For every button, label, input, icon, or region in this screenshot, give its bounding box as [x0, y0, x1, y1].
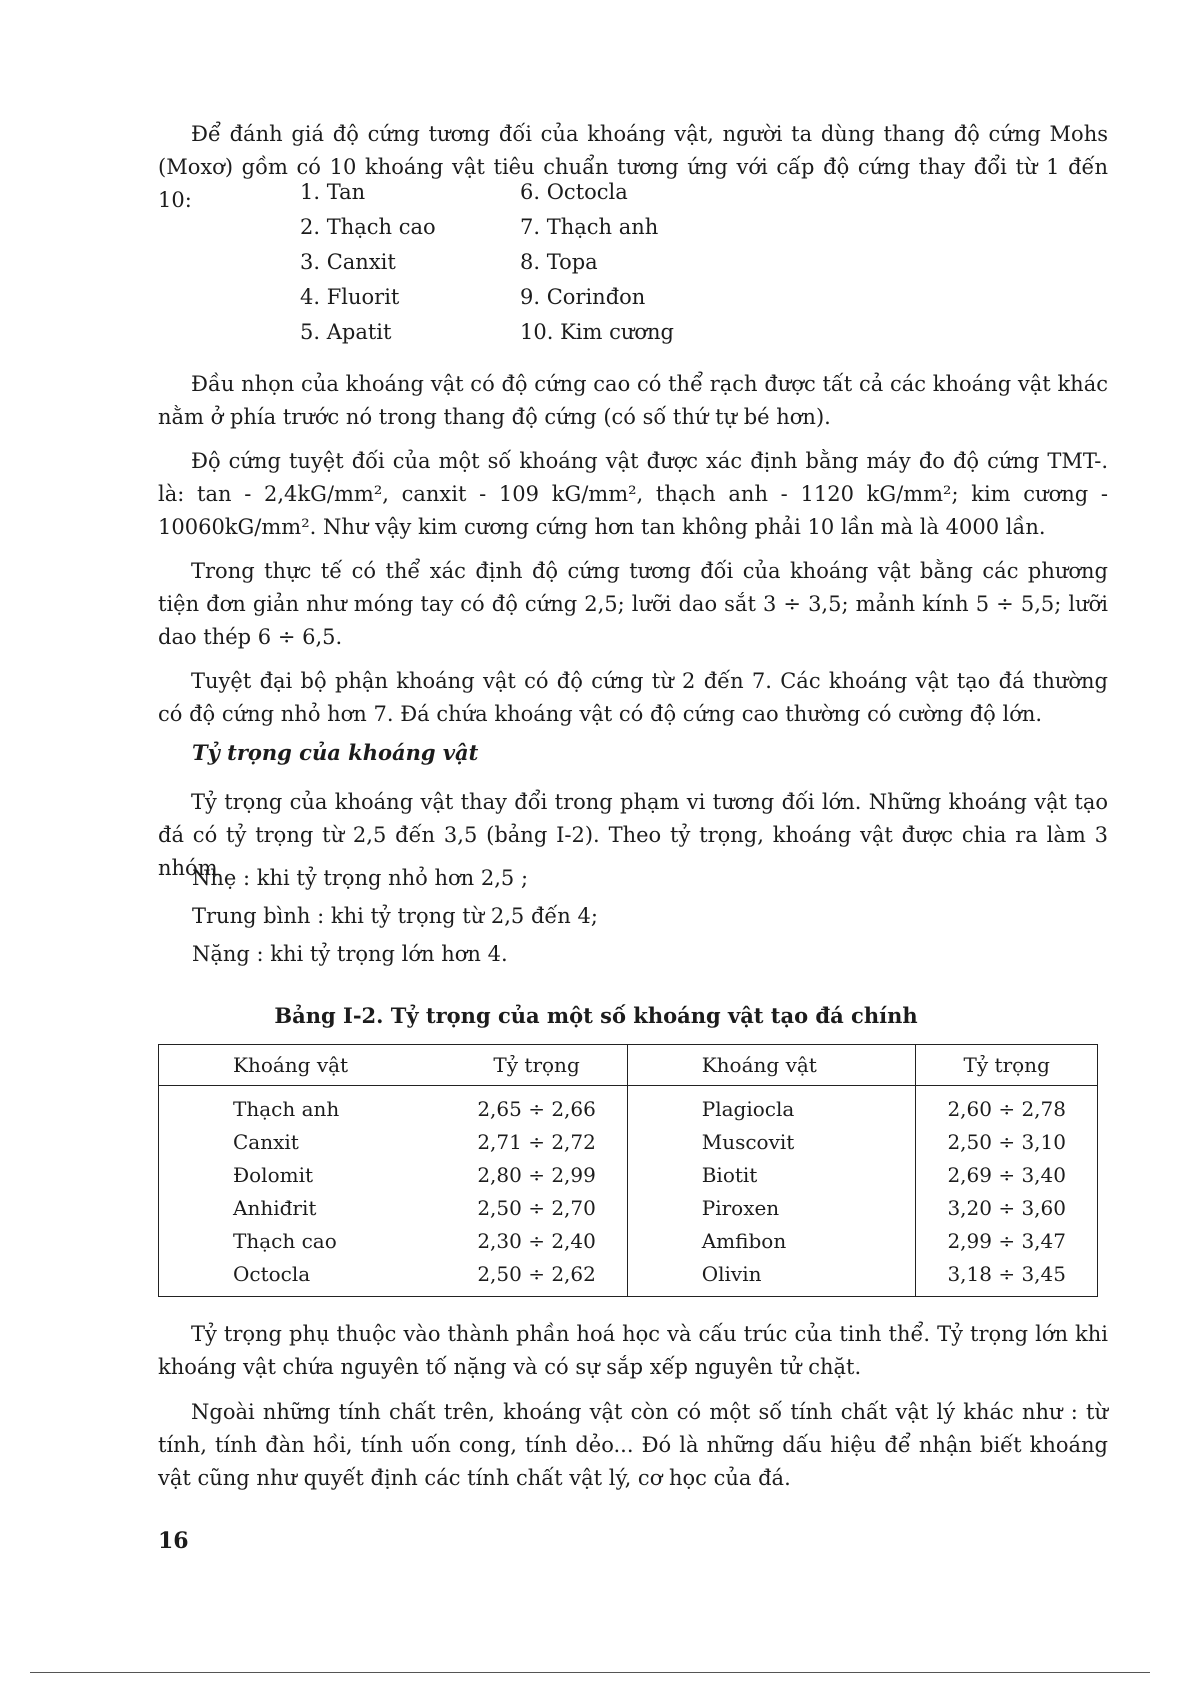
table-cell: 3,20 ÷ 3,60 — [947, 1195, 1066, 1220]
table-row — [159, 1086, 1098, 1126]
paragraph-density-range: Tỷ trọng của khoáng vật thay đổi trong phạm vi tương đối lớn. Những khoáng vật tạo đá có tỷ trọng từ 2,5 đến 3,5 (bảng I-2). Theo tỷ trọng, khoáng vật được chia ra làm 3 nhóm — [158, 790, 1108, 880]
paragraph-absolute-hardness: Độ cứng tuyệt đối của một số khoáng vật được xác định bằng máy đo độ cứng TMT-. là: tan - 2,4kG/mm², canxit - 109 kG/mm², thạch anh - 1120 kG/mm²; kim cương - 10060kG/mm². Như vậy kim cương cứng hơn tan không phải 10 lần mà là 4000 lần. — [158, 449, 1108, 539]
class-medium: Trung bình : khi tỷ trọng từ 2,5 đến 4; — [192, 904, 598, 928]
column-header: Khoáng vật — [159, 1045, 447, 1086]
section-heading: Tỷ trọng của khoáng vật — [192, 740, 479, 765]
table-cell: Piroxen — [627, 1191, 916, 1224]
scale-item: 5. Apatit — [300, 320, 392, 344]
density-table — [158, 1044, 1098, 1297]
table-cell: Olivin — [627, 1257, 916, 1297]
table-cell: Octocla — [233, 1261, 311, 1286]
mohs-scale-list — [300, 180, 740, 355]
table-cell: 2,50 ÷ 3,10 — [947, 1129, 1066, 1154]
table-cell: Canxit — [233, 1129, 299, 1154]
column-header: Tỷ trọng — [446, 1045, 627, 1086]
table-cell: 3,18 ÷ 3,45 — [947, 1261, 1066, 1286]
table-cell: 2,50 ÷ 2,70 — [446, 1191, 627, 1224]
class-light: Nhẹ : khi tỷ trọng nhỏ hơn 2,5 ; — [192, 866, 529, 890]
table-cell: 2,71 ÷ 2,72 — [446, 1125, 627, 1158]
column-header: Khoáng vật — [627, 1045, 916, 1086]
scale-item: 3. Canxit — [300, 250, 396, 274]
scale-item: 8. Topa — [520, 250, 598, 274]
paragraph-mineral-hardness: Tuyệt đại bộ phận khoáng vật có độ cứng từ 2 đến 7. Các khoáng vật tạo đá thường có độ cứng nhỏ hơn 7. Đá chứa khoáng vật có độ cứng cao thường có cường độ lớn. — [158, 669, 1108, 726]
scale-item: 10. Kim cương — [520, 320, 674, 344]
scale-item: 4. Fluorit — [300, 285, 400, 309]
scale-item: 2. Thạch cao — [300, 215, 436, 239]
table-cell: 2,80 ÷ 2,99 — [446, 1158, 627, 1191]
paragraph-scratch: Đầu nhọn của khoáng vật có độ cứng cao có thể rạch được tất cả các khoáng vật khác nằm ở phía trước nó trong thang độ cứng (có số thứ tự bé hơn). — [158, 372, 1108, 429]
table-cell: 2,99 ÷ 3,47 — [947, 1228, 1066, 1253]
table-row — [159, 1125, 1098, 1158]
table-cell: Amfibon — [627, 1224, 916, 1257]
table-cell: Thạch anh — [233, 1096, 340, 1121]
paragraph-density-factors: Tỷ trọng phụ thuộc vào thành phần hoá học và cấu trúc của tinh thể. Tỷ trọng lớn khi khoáng vật chứa nguyên tố nặng và có sự sắp xếp nguyên tử chặt. — [158, 1322, 1108, 1379]
class-heavy: Nặng : khi tỷ trọng lớn hơn 4. — [192, 942, 508, 966]
table-cell: Muscovit — [627, 1125, 916, 1158]
scale-item: 6. Octocla — [520, 180, 628, 204]
scale-item: 1. Tan — [300, 180, 366, 204]
table-cell: Biotit — [627, 1158, 916, 1191]
scale-item: 9. Corinđon — [520, 285, 646, 309]
scale-item: 7. Thạch anh — [520, 215, 659, 239]
table-cell: Plagiocla — [627, 1086, 916, 1126]
table-cell: 2,30 ÷ 2,40 — [446, 1224, 627, 1257]
footer-divider — [30, 1672, 1150, 1673]
table-header-row — [159, 1045, 1098, 1086]
paragraph-simple-tools: Trong thực tế có thể xác định độ cứng tương đối của khoáng vật bằng các phương tiện đơn giản như móng tay có độ cứng 2,5; lưỡi dao sắt 3 ÷ 3,5; mảnh kính 5 ÷ 5,5; lưỡi dao thép 6 ÷ 6,5. — [158, 559, 1108, 649]
table-row — [159, 1191, 1098, 1224]
table-row — [159, 1224, 1098, 1257]
table-row — [159, 1257, 1098, 1297]
table-cell: Thạch cao — [233, 1228, 337, 1253]
table-cell: 2,65 ÷ 2,66 — [446, 1086, 627, 1126]
table-row — [159, 1158, 1098, 1191]
table-cell: 2,69 ÷ 3,40 — [947, 1162, 1066, 1187]
table-cell: Đolomit — [233, 1162, 314, 1187]
column-header: Tỷ trọng — [916, 1045, 1098, 1086]
intro-paragraph: Để đánh giá độ cứng tương đối của khoáng vật, người ta dùng thang độ cứng Mohs (Moxơ) gồm có 10 khoáng vật tiêu chuẩn tương ứng với cấp độ cứng thay đổi từ 1 đến 10: — [158, 122, 1108, 212]
table-cell: Anhiđrit — [233, 1195, 317, 1220]
table-cell: 2,50 ÷ 2,62 — [446, 1257, 627, 1297]
table-caption: Bảng I-2. Tỷ trọng của một số khoáng vật tạo đá chính — [274, 1003, 918, 1028]
paragraph-other-properties: Ngoài những tính chất trên, khoáng vật còn có một số tính chất vật lý khác như : từ tính, tính đàn hồi, tính uốn cong, tính dẻo... Đó là những dấu hiệu để nhận biết khoáng vật cũng như quyết định các tính chất vật lý, cơ học của đá. — [158, 1400, 1108, 1490]
table-cell: 2,60 ÷ 2,78 — [947, 1096, 1066, 1121]
page-number: 16 — [158, 1528, 189, 1554]
